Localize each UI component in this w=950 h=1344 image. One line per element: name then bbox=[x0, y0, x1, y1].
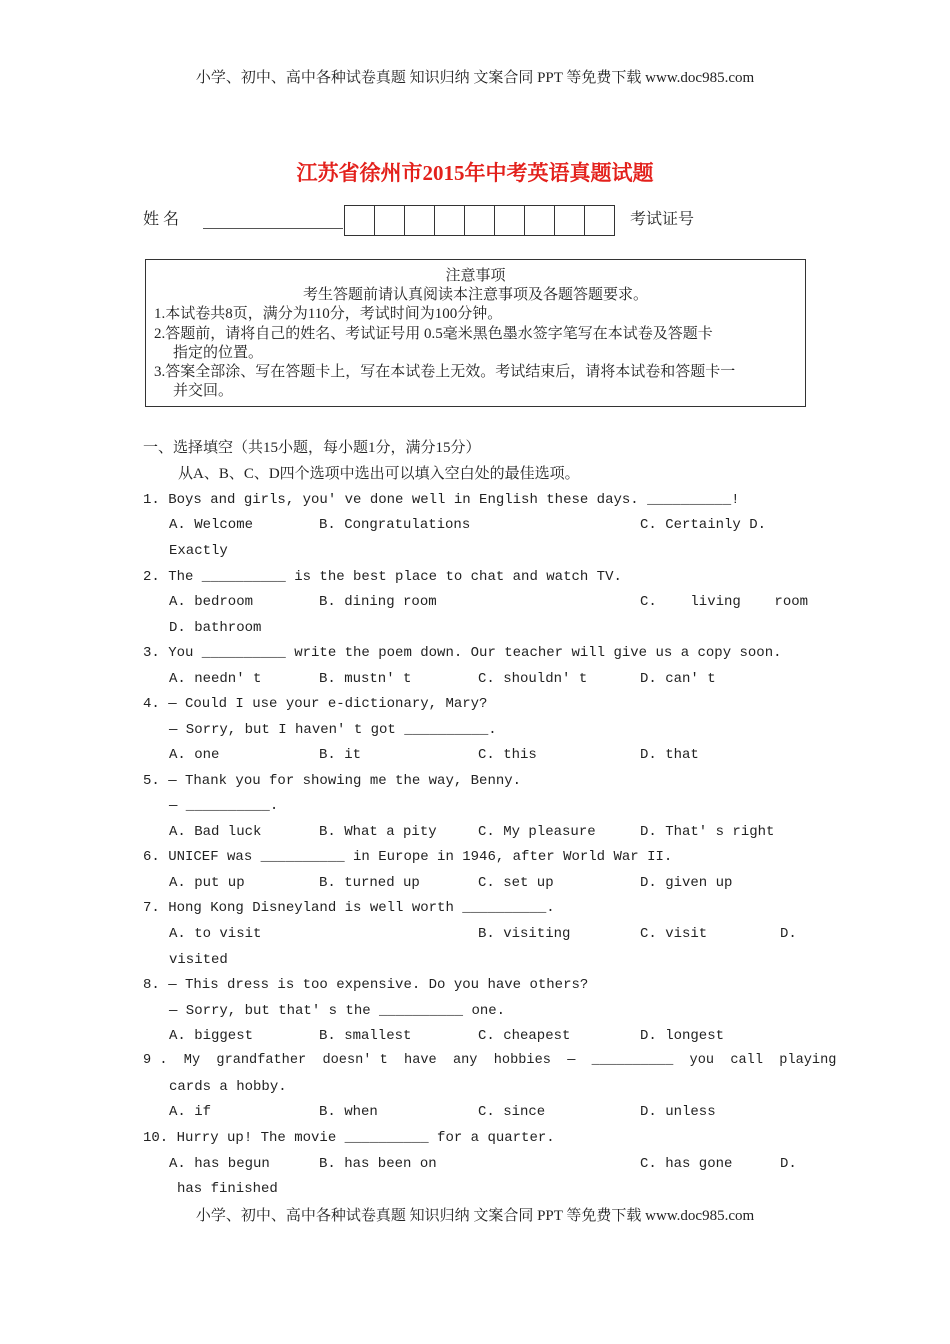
option-a: A. needn' t bbox=[169, 671, 262, 687]
option-d: D. longest bbox=[640, 1028, 725, 1044]
option-a: A. put up bbox=[169, 875, 245, 891]
option-a: A. to visit bbox=[169, 926, 262, 942]
option-c: C. this bbox=[478, 747, 537, 763]
option-c: C. My pleasure bbox=[478, 824, 596, 840]
option-b: B. visiting bbox=[478, 926, 571, 942]
page-title: 江苏省徐州市2015年中考英语真题试题 bbox=[296, 161, 654, 185]
option-c: C. visit bbox=[640, 926, 708, 942]
section-title: 一、选择填空（共15小题，每小题1分，满分15分） bbox=[143, 440, 481, 456]
option-d: D. unless bbox=[640, 1104, 716, 1120]
option-d-text: visited bbox=[169, 952, 228, 968]
question-stem: 8. — This dress is too expensive. Do you have others? bbox=[143, 977, 589, 993]
question-stem: 5. — Thank you for showing me the way, Benny. bbox=[143, 773, 522, 789]
option-c: C. cheapest bbox=[478, 1028, 571, 1044]
name-label: 姓 名 bbox=[143, 211, 180, 228]
option-c: C. has gone bbox=[640, 1156, 733, 1172]
exam-id-boxes[interactable] bbox=[344, 205, 615, 236]
option-b: B. dining room bbox=[319, 594, 437, 610]
question-stem: 10. Hurry up! The movie __________ for a quarter. bbox=[143, 1130, 555, 1146]
option-d: Exactly bbox=[169, 543, 228, 559]
page-footer: 小学、初中、高中各种试卷真题 知识归纳 文案合同 PPT 等免费下载 www.doc985.com bbox=[195, 1208, 755, 1224]
option-d-text: has finished bbox=[177, 1181, 278, 1197]
question-stem: 6. UNICEF was __________ in Europe in 1946, after World War II. bbox=[143, 849, 673, 865]
question-stem: 2. The __________ is the best place to chat and watch TV. bbox=[143, 569, 622, 585]
question-stem-line2: — __________. bbox=[169, 798, 279, 814]
option-a: A. bedroom bbox=[169, 594, 254, 610]
question-stem: 9 . My grandfather doesn' t have any hobbies — __________ you call playing bbox=[143, 1053, 837, 1068]
option-d: D. can' t bbox=[640, 671, 716, 687]
notice-item: 指定的位置。 bbox=[173, 344, 264, 361]
name-field[interactable] bbox=[203, 228, 343, 229]
option-a: A. Bad luck bbox=[169, 824, 262, 840]
option-a: A. if bbox=[169, 1104, 212, 1120]
option-c: C. since bbox=[478, 1104, 546, 1120]
question-stem-line2: — Sorry, but that' s the __________ one. bbox=[169, 1003, 506, 1019]
option-c: C. shouldn' t bbox=[478, 671, 588, 687]
option-b: B. Congratulations bbox=[319, 517, 471, 533]
notice-heading: 注意事项 bbox=[445, 268, 506, 284]
option-b: B. it bbox=[319, 747, 362, 763]
notice-item: 并交回。 bbox=[173, 383, 234, 400]
notice-box bbox=[145, 259, 806, 407]
option-a: A. one bbox=[169, 747, 220, 763]
option-b: B. when bbox=[319, 1104, 378, 1120]
option-d: D. given up bbox=[640, 875, 733, 891]
section-instruction: 从A、B、C、D四个选项中选出可以填入空白处的最佳选项。 bbox=[178, 466, 580, 482]
question-stem-line2: cards a hobby. bbox=[169, 1079, 287, 1095]
option-d: D. bbox=[780, 1156, 797, 1172]
page-header: 小学、初中、高中各种试卷真题 知识归纳 文案合同 PPT 等免费下载 www.doc985.com bbox=[195, 70, 755, 86]
notice-intro: 考生答题前请认真阅读本注意事项及各题答题要求。 bbox=[302, 287, 648, 304]
question-stem-line2: — Sorry, but I haven' t got __________. bbox=[169, 722, 497, 738]
exam-id-label: 考试证号 bbox=[630, 211, 695, 228]
option-d: D. bathroom bbox=[169, 620, 262, 636]
question-stem: 3. You __________ write the poem down. Our teacher will give us a copy soon. bbox=[143, 645, 782, 661]
option-b: B. turned up bbox=[319, 875, 420, 891]
option-a: A. biggest bbox=[169, 1028, 254, 1044]
option-c: C. set up bbox=[478, 875, 554, 891]
option-b: B. mustn' t bbox=[319, 671, 412, 687]
option-b: B. What a pity bbox=[319, 824, 437, 840]
notice-item: 3.答案全部涂、写在答题卡上，写在本试卷上无效。考试结束后，请将本试卷和答题卡一 bbox=[154, 364, 736, 381]
option-d: D. bbox=[780, 926, 797, 942]
option-d: D. that bbox=[640, 747, 699, 763]
question-stem: 7. Hong Kong Disneyland is well worth __________. bbox=[143, 900, 555, 916]
option-b: B. has been on bbox=[319, 1156, 437, 1172]
notice-item: 1.本试卷共8页，满分为110分，考试时间为100分钟。 bbox=[154, 306, 503, 323]
option-a: A. Welcome bbox=[169, 517, 254, 533]
option-a: A. has begun bbox=[169, 1156, 270, 1172]
option-c: C. Certainly D. bbox=[640, 517, 767, 533]
option-c: C. living room bbox=[640, 594, 809, 610]
notice-item: 2.答题前，请将自己的姓名、考试证号用 0.5毫米黑色墨水签字笔写在本试卷及答题卡 bbox=[154, 325, 713, 342]
option-d: D. That' s right bbox=[640, 824, 775, 840]
question-stem: 4. — Could I use your e-dictionary, Mary? bbox=[143, 696, 488, 712]
option-b: B. smallest bbox=[319, 1028, 412, 1044]
question-stem: 1. Boys and girls, you' ve done well in English these days. __________! bbox=[143, 492, 740, 508]
